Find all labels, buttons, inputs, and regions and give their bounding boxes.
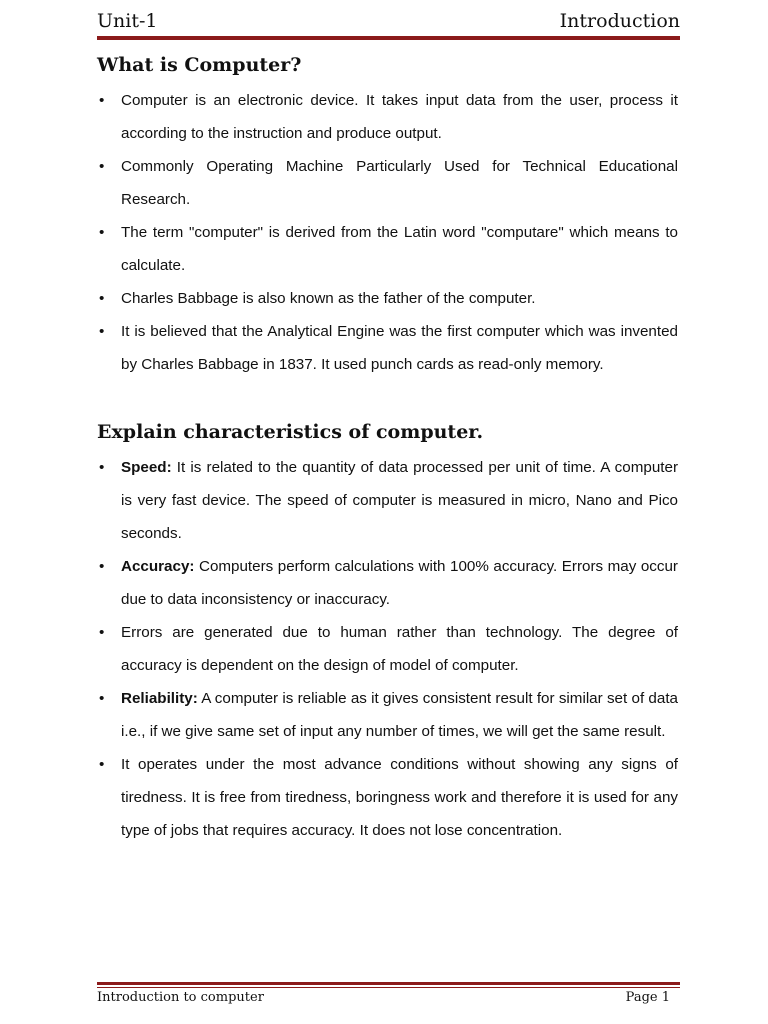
section1-list: [97, 84, 678, 381]
bullet-icon: •: [99, 224, 105, 241]
bullet-icon: •: [99, 290, 105, 307]
list-item: • Reliability: A computer is reliable as it gives consistent result for similar set of data i.e., if we give same set of input any number of times, we will get the same result.: [97, 682, 678, 748]
page-footer: [97, 990, 670, 1008]
bullet-icon: •: [99, 459, 105, 476]
list-item: • Errors are generated due to human rather than technology. The degree of accuracy is dependent on the design of model of computer.: [97, 616, 678, 682]
section-title-characteristics: Explain characteristics of computer.: [97, 421, 484, 443]
list-item: • Commonly Operating Machine Particularly Used for Technical Educational Research.: [97, 150, 678, 216]
footer-course: Introduction to computer: [97, 990, 264, 1005]
bullet-icon: •: [99, 558, 105, 575]
item-label: Reliability:: [121, 690, 198, 707]
bullet-icon: •: [99, 756, 105, 773]
page-header: [97, 8, 680, 36]
section2-list: [97, 451, 678, 847]
section-title-what-is-computer: What is Computer?: [97, 54, 302, 76]
bullet-icon: •: [99, 624, 105, 641]
footer-rule-thick: [97, 982, 680, 985]
list-item: • It operates under the most advance conditions without showing any signs of tiredness. It is free from tiredness, boringness work and therefore it is used for any type of jobs that requires accuracy. It does not lose concentration.: [97, 748, 678, 847]
bullet-icon: •: [99, 690, 105, 707]
list-item: • Charles Babbage is also known as the father of the computer.: [97, 282, 678, 315]
bullet-icon: •: [99, 158, 105, 175]
header-topic: Introduction: [559, 10, 680, 32]
bullet-icon: •: [99, 323, 105, 340]
footer-rule-thin: [97, 987, 680, 988]
item-label: Speed:: [121, 459, 172, 476]
list-item: • It is believed that the Analytical Engine was the first computer which was invented by Charles Babbage in 1837. It used punch cards as read-only memory.: [97, 315, 678, 381]
item-label: Accuracy:: [121, 558, 195, 575]
bullet-icon: •: [99, 92, 105, 109]
list-item: • Speed: It is related to the quantity of data processed per unit of time. A computer is very fast device. The speed of computer is measured in micro, Nano and Pico seconds.: [97, 451, 678, 550]
header-rule: [97, 36, 680, 40]
page-content: [97, 50, 678, 847]
list-item: • Accuracy: Computers perform calculations with 100% accuracy. Errors may occur due to data inconsistency or inaccuracy.: [97, 550, 678, 616]
header-unit: Unit-1: [97, 10, 158, 32]
list-item: • Computer is an electronic device. It takes input data from the user, process it according to the instruction and produce output.: [97, 84, 678, 150]
list-item: • The term "computer" is derived from the Latin word "computare" which means to calculate.: [97, 216, 678, 282]
page-number: Page 1: [625, 990, 670, 1005]
